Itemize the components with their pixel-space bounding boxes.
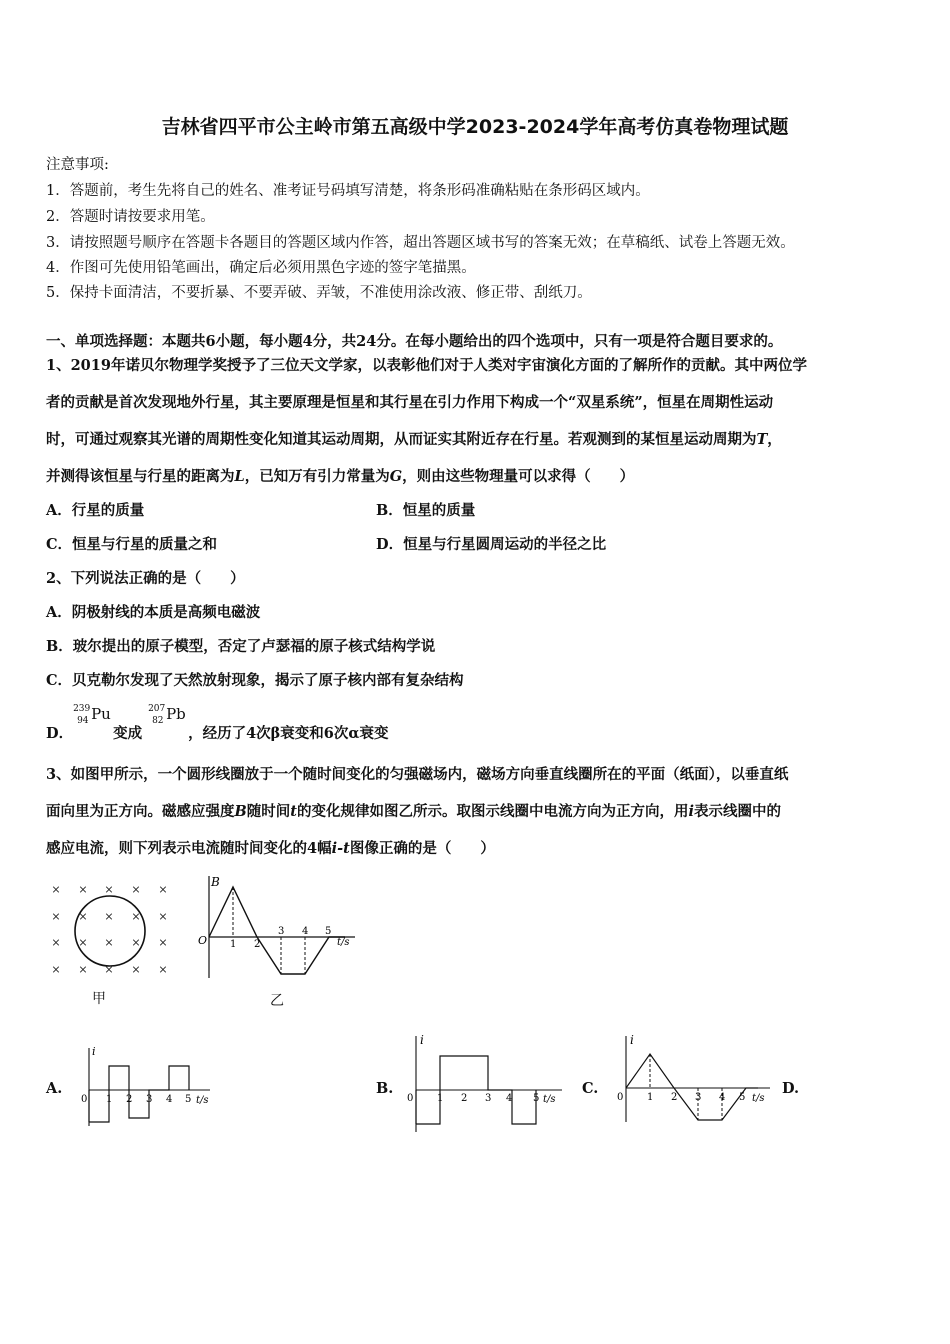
svg-text:i: i <box>420 1033 424 1047</box>
svg-text:×: × <box>131 910 141 923</box>
q3-text: 面向里为正方向。磁感应强度B随时间t的变化规律如图乙所示。取图示线圈中电流方向为正方向，用i表示线圈中的 <box>46 803 781 820</box>
svg-text:1: 1 <box>106 1094 113 1105</box>
svg-text:4: 4 <box>506 1093 513 1104</box>
svg-text:×: × <box>51 936 61 949</box>
q1-option-d[interactable]: D．恒星与行星圆周运动的半径之比 <box>376 536 607 553</box>
page-title: 吉林省四平市公主岭市第五高级中学2023-2024学年高考仿真卷物理试题 <box>161 116 789 138</box>
svg-text:0: 0 <box>617 1092 624 1103</box>
section-heading: 一、单项选择题：本题共6小题，每小题4分，共24分。在每小题给出的四个选项中，只有一项是符合题目要求的。 <box>46 333 783 350</box>
q2-option-b[interactable]: B．玻尔提出的原子模型，否定了卢瑟福的原子核式结构学说 <box>46 638 436 655</box>
q1-text: 1、2019年诺贝尔物理学奖授予了三位天文学家，以表彰他们对于人类对宇宙演化方面的了解所作的贡献。其中两位学 <box>46 357 807 374</box>
svg-text:×: × <box>104 883 114 896</box>
q1-option-b[interactable]: B．恒星的质量 <box>376 502 476 519</box>
svg-text:i: i <box>630 1033 634 1047</box>
svg-text:0: 0 <box>81 1094 88 1105</box>
isotope-pu: 239 94 Pu <box>73 704 111 726</box>
notice-item: 5．保持卡面清洁，不要折暴、不要弄破、弄皱，不准使用涂改液、修正带、刮纸刀。 <box>46 285 592 301</box>
svg-text:1: 1 <box>647 1092 654 1103</box>
q3-option-b[interactable]: B. <box>376 1080 394 1097</box>
q2-option-c[interactable]: C．贝克勒尔发现了天然放射现象，揭示了原子核内部有复杂结构 <box>46 672 464 689</box>
tick-label: 2 <box>254 939 261 950</box>
svg-text:2: 2 <box>126 1094 133 1105</box>
svg-text:×: × <box>78 963 88 976</box>
notice-heading: 注意事项: <box>46 157 109 173</box>
notice-item: 1．答题前，考生先将自己的姓名、准考证号码填写清楚，将条形码准确粘贴在条形码区域内。 <box>46 183 650 199</box>
svg-text:×: × <box>158 963 168 976</box>
q3-text: 感应电流，则下列表示电流随时间变化的4幅i-t图像正确的是（ ） <box>46 840 495 857</box>
svg-text:×: × <box>131 963 141 976</box>
svg-text:×: × <box>158 883 168 896</box>
origin-label: O <box>198 934 208 947</box>
svg-text:×: × <box>131 883 141 896</box>
svg-text:×: × <box>131 936 141 949</box>
q2-option-d-label: D． <box>46 725 74 742</box>
q1-option-a[interactable]: A．行星的质量 <box>46 502 145 519</box>
q3-graph-b <box>402 1030 572 1136</box>
svg-text:2: 2 <box>671 1092 678 1103</box>
svg-text:×: × <box>78 910 88 923</box>
svg-text:×: × <box>78 883 88 896</box>
t-axis-label: t/s <box>337 937 350 948</box>
tick-label: 5 <box>325 926 332 937</box>
svg-text:5: 5 <box>533 1093 540 1104</box>
svg-text:1: 1 <box>437 1093 444 1104</box>
svg-text:3: 3 <box>485 1093 492 1104</box>
notice-item: 3．请按照题号顺序在答题卡各题目的答题区域内作答，超出答题区域书写的答案无效；在草稿纸、试卷上答题无效。 <box>46 235 795 251</box>
svg-text:×: × <box>104 936 114 949</box>
svg-text:×: × <box>104 963 114 976</box>
tick-label: 1 <box>230 939 237 950</box>
svg-text:×: × <box>51 963 61 976</box>
q1-text: 者的贡献是首次发现地外行星，其主要原理是恒星和其行星在引力作用下构成一个“双星系统”，恒星在周期性运动 <box>46 394 774 411</box>
svg-text:×: × <box>104 910 114 923</box>
svg-text:5: 5 <box>739 1092 746 1103</box>
figure-yi-label: 乙 <box>270 993 284 1009</box>
svg-text:2: 2 <box>461 1093 468 1104</box>
figure-yi-bt-graph <box>195 870 365 985</box>
svg-text:×: × <box>51 910 61 923</box>
svg-text:0: 0 <box>407 1093 414 1104</box>
q3-option-d[interactable]: D. <box>782 1080 800 1097</box>
b-axis-label: B <box>211 875 220 889</box>
svg-text:×: × <box>158 910 168 923</box>
q3-option-a[interactable]: A. <box>46 1080 63 1097</box>
figure-jia-label: 甲 <box>92 991 106 1007</box>
svg-text:3: 3 <box>695 1092 702 1103</box>
notice-item: 4．作图可先使用铅笔画出，确定后必须用黑色字迹的签字笔描黑。 <box>46 260 476 276</box>
q3-graph-c <box>612 1030 777 1130</box>
tick-label: 3 <box>278 926 285 937</box>
svg-text:t/s: t/s <box>196 1095 209 1106</box>
q1-text: 并测得该恒星与行星的距离为L，已知万有引力常量为G，则由这些物理量可以求得（ ） <box>46 468 635 485</box>
svg-text:t/s: t/s <box>752 1093 765 1104</box>
svg-text:3: 3 <box>146 1094 153 1105</box>
coil-circle <box>75 896 145 966</box>
q1-option-c[interactable]: C．恒星与行星的质量之和 <box>46 536 218 553</box>
tick-label: 4 <box>302 926 309 937</box>
figure-jia-coil <box>40 878 180 988</box>
q3-text: 3、如图甲所示，一个圆形线圈放于一个随时间变化的匀强磁场内，磁场方向垂直线圈所在的平面（纸面），以垂直纸 <box>46 766 789 783</box>
isotope-pb: 207 82 Pb <box>148 704 186 726</box>
notice-item: 2．答题时请按要求用笔。 <box>46 209 215 225</box>
q1-text: 时，可通过观察其光谱的周期性变化知道其运动周期，从而证实其附近存在行星。若观测到的某恒星运动周期为T， <box>46 431 782 448</box>
q2-stem: 2、下列说法正确的是（ ） <box>46 570 245 587</box>
q2-option-a[interactable]: A．阴极射线的本质是高频电磁波 <box>46 604 261 621</box>
svg-text:t/s: t/s <box>543 1094 556 1105</box>
q2-option-d[interactable]: D． 239 94 Pu 变成 207 82 Pb ，经历了4次β衰变和6次α衰变 <box>46 704 389 742</box>
svg-text:i: i <box>92 1045 96 1058</box>
q3-option-c[interactable]: C. <box>582 1080 599 1097</box>
svg-text:×: × <box>78 936 88 949</box>
svg-text:4: 4 <box>166 1094 173 1105</box>
svg-text:5: 5 <box>185 1094 192 1105</box>
svg-text:×: × <box>51 883 61 896</box>
svg-text:4: 4 <box>719 1092 726 1103</box>
q3-graph-a <box>75 1042 215 1134</box>
svg-text:×: × <box>158 936 168 949</box>
